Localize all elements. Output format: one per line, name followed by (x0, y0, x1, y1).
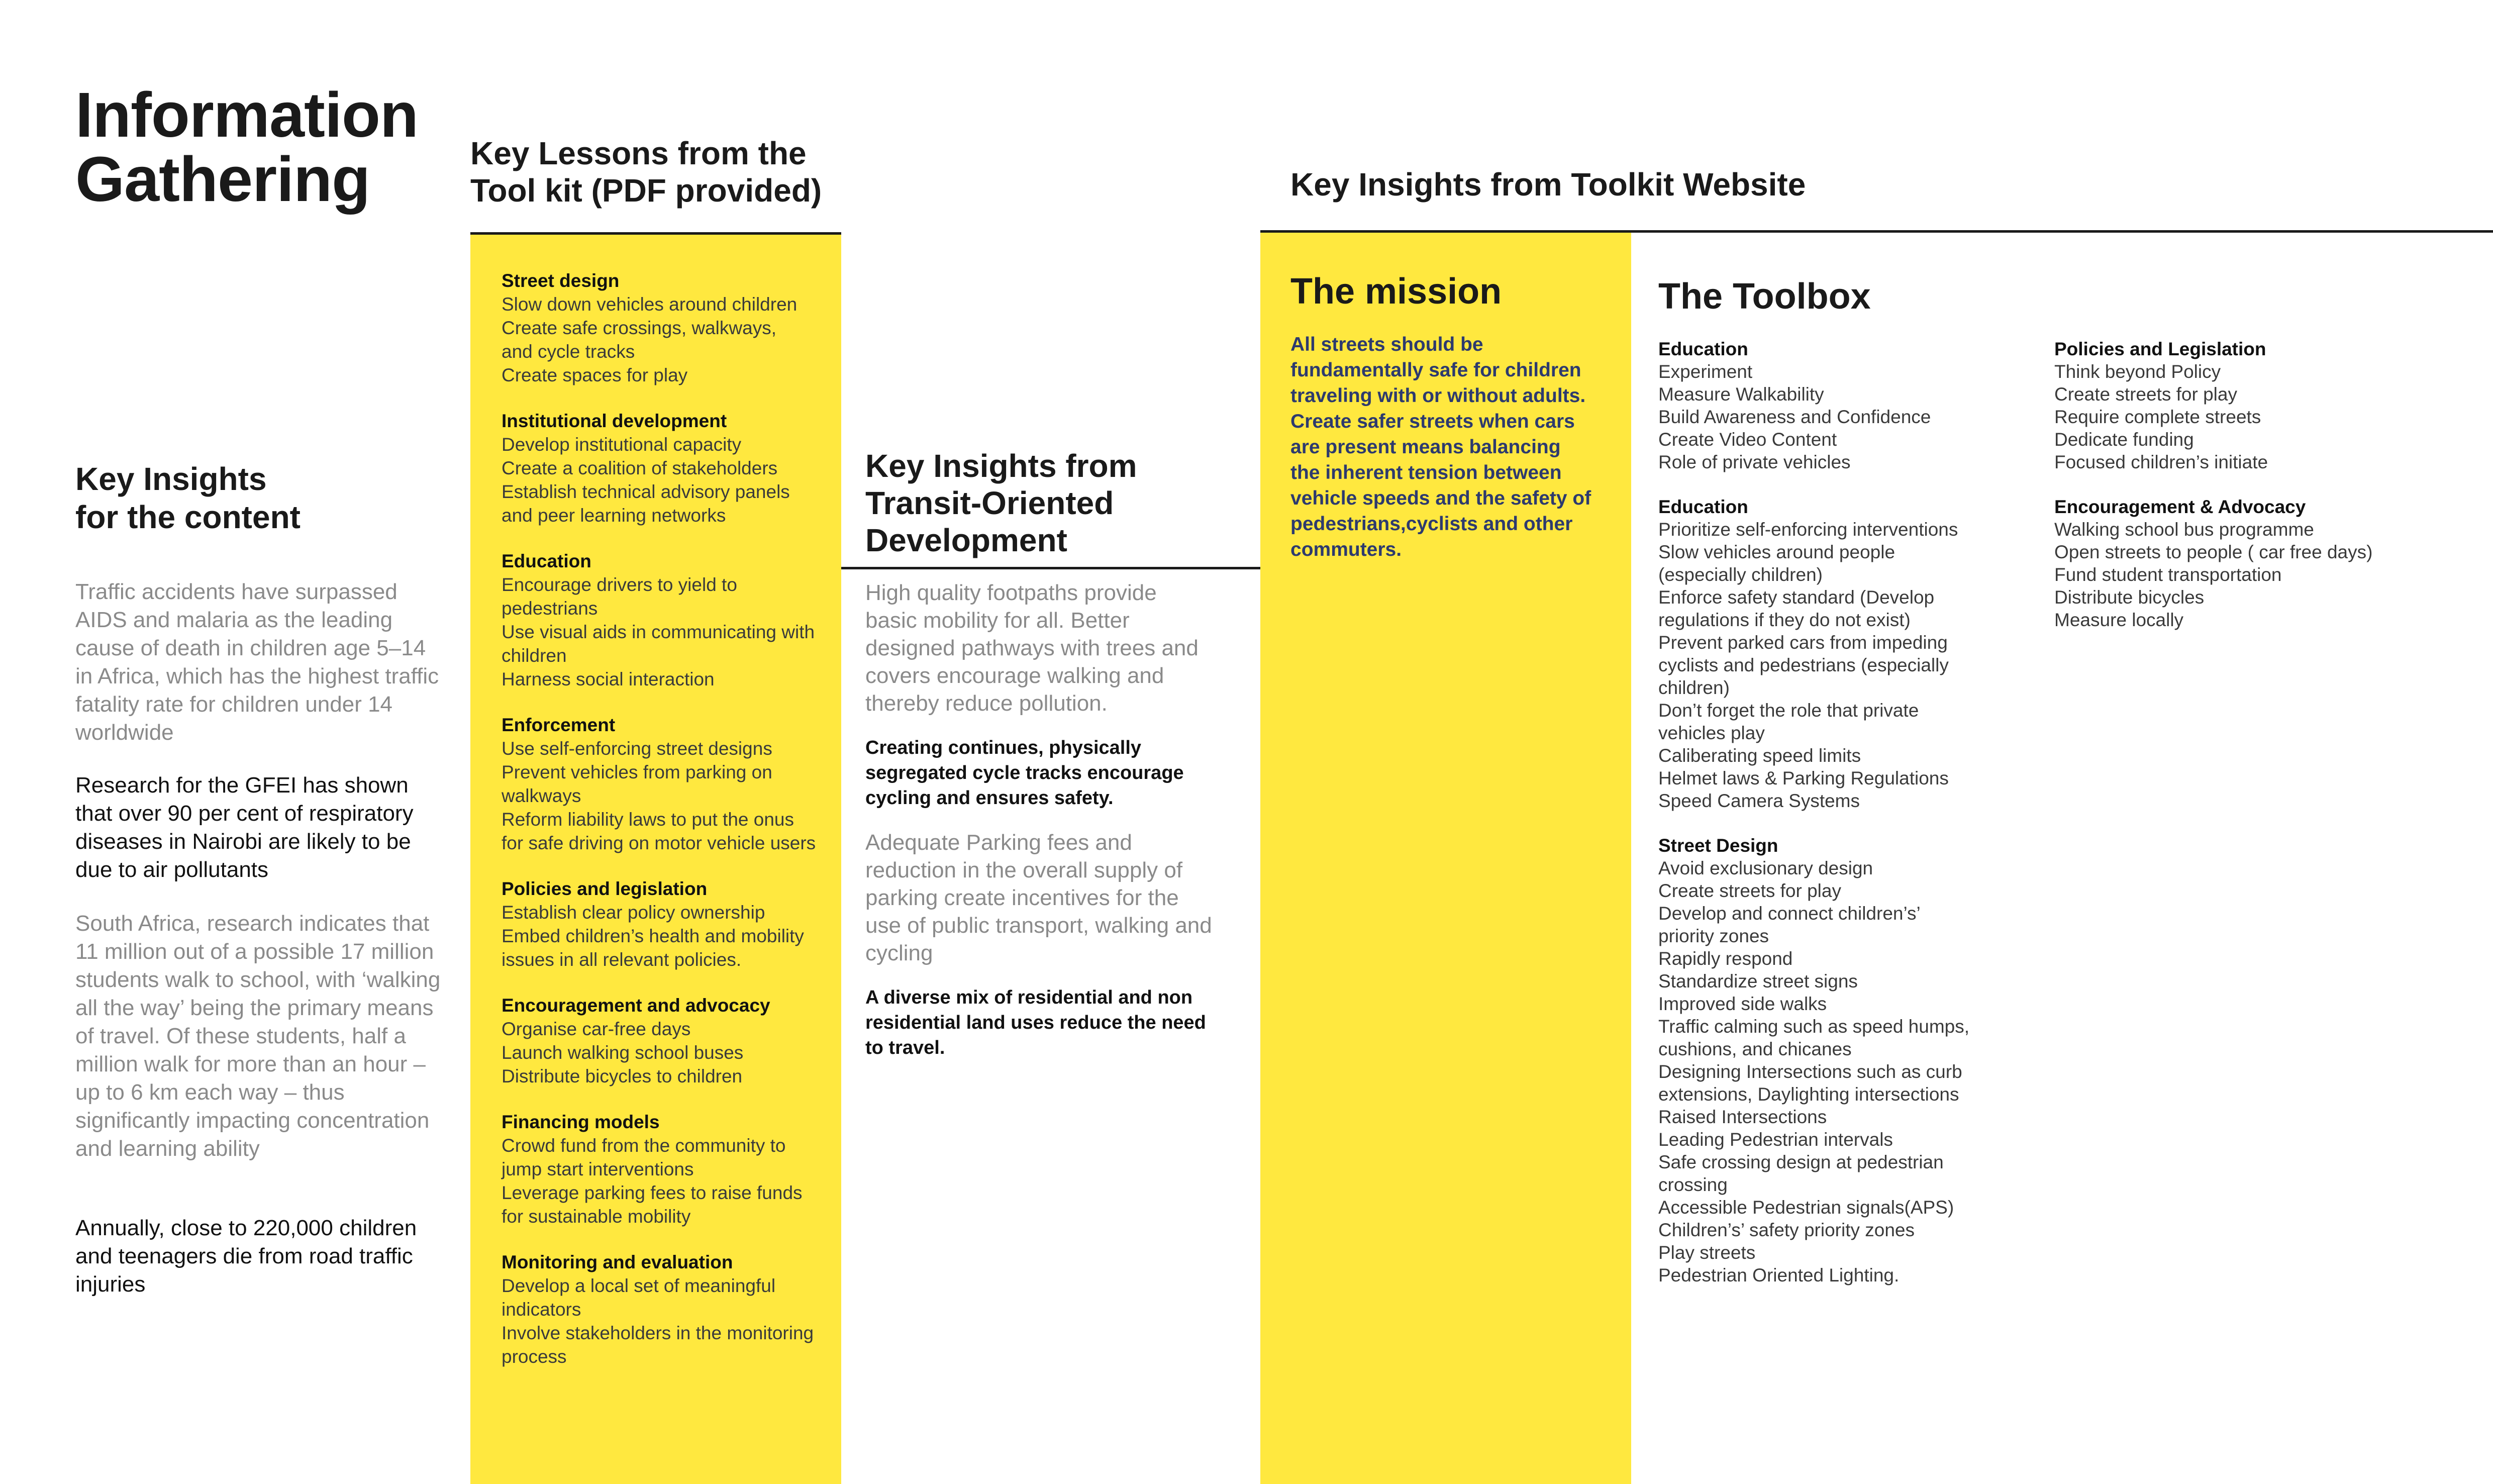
lesson-item: Use self-enforcing street designs (502, 738, 772, 759)
transit-insights-title: Key Insights from Transit-Oriented Development (865, 448, 1137, 558)
lesson-item: Establish clear policy ownership (502, 902, 765, 923)
toolbox-item: Speed Camera Systems (1658, 790, 1860, 811)
toolbox-item: Avoid exclusionary design (1658, 858, 1873, 878)
transit-paragraph: Creating continues, physically segregated cycle tracks encourage cycling and ensures safety. (865, 737, 1184, 809)
toolbox-group (2054, 496, 2416, 631)
toolbox-item: Accessible Pedestrian signals(APS) (1658, 1197, 1954, 1218)
lesson-item: Develop institutional capacity (502, 434, 742, 455)
toolbox-item: Distribute bicycles (2054, 587, 2205, 608)
toolbox-item: Enforce safety standard (Develop regulations if they do not exist) (1658, 587, 1935, 630)
toolbox-item: Children’s’ safety priority zones (1658, 1220, 1915, 1240)
lesson-heading: Education (502, 551, 591, 571)
toolbox-item: Walking school bus programme (2054, 519, 2314, 540)
toolbox-item: Create streets for play (1658, 880, 1841, 901)
toolbox-item: Traffic calming such as speed humps, cushions, and chicanes (1658, 1016, 1970, 1059)
lesson-item: Organise car-free days (502, 1019, 691, 1039)
toolbox-item: Helmet laws & Parking Regulations (1658, 768, 1949, 788)
lesson-item: Use visual aids in communicating with children (502, 622, 815, 666)
content-paragraph: South Africa, research indicates that 11 million out of a possible 17 million students walk to school, with ‘walking all the way’ being the primary means of travel. Of these students, half a million walk for more than an hour – up to 6 km each way – thus significantly impacting concentration and learning ability (75, 911, 441, 1161)
toolbox-title: The Toolbox (1658, 276, 1871, 317)
toolbox-item: Open streets to people ( car free days) (2054, 542, 2373, 562)
toolbox-group (1658, 834, 2020, 1287)
lesson-heading: Enforcement (502, 715, 616, 735)
toolbox-heading: Encouragement & Advocacy (2054, 497, 2306, 517)
content-paragraph: Annually, close to 220,000 children and teenagers die from road traffic injuries (75, 1216, 417, 1297)
lesson-heading: Financing models (502, 1112, 660, 1132)
content-insights-title: Key Insights for the content (75, 461, 301, 535)
toolbox-item: Don’t forget the role that private vehicles play (1658, 700, 1919, 743)
lesson-item: Create safe crossings, walkways, and cycle tracks (502, 318, 776, 362)
toolbox-item: Measure Walkability (1658, 384, 1824, 405)
toolbox-item: Think beyond Policy (2054, 361, 2221, 382)
toolbox-item: Measure locally (2054, 610, 2184, 630)
transit-paragraph: Adequate Parking fees and reduction in the overall supply of parking create incentives for the use of public transport, walking and cycling (865, 830, 1212, 965)
toolbox-item: Require complete streets (2054, 407, 2261, 427)
lesson-item: Launch walking school buses (502, 1042, 744, 1063)
toolbox-item: Prioritize self-enforcing interventions (1658, 519, 1958, 540)
lesson-group (502, 269, 833, 387)
lesson-group (502, 713, 833, 855)
lesson-heading: Monitoring and evaluation (502, 1252, 733, 1272)
transit-divider (841, 567, 1260, 569)
lesson-heading: Encouragement and advocacy (502, 995, 770, 1016)
toolbox-item: Caliberating speed limits (1658, 745, 1861, 766)
toolbox-item: Create Video Content (1658, 429, 1837, 450)
website-insights-title: Key Insights from Toolkit Website (1290, 166, 1806, 203)
toolbox-item: Play streets (1658, 1242, 1756, 1263)
lesson-group (502, 994, 833, 1088)
toolbox-item: Experiment (1658, 361, 1753, 382)
toolbox-item: Fund student transportation (2054, 564, 2282, 585)
transit-paragraph: A diverse mix of residential and non residential land uses reduce the need to travel. (865, 987, 1206, 1058)
toolbox-right-column (2054, 338, 2416, 653)
toolbox-item: Rapidly respond (1658, 948, 1793, 969)
page-title: Information Gathering (75, 79, 418, 215)
toolbox-item: Develop and connect children’s’ priority zones (1658, 903, 1921, 946)
toolbox-item: Improved side walks (1658, 994, 1827, 1014)
lesson-item: Reform liability laws to put the onus for safe driving on motor vehicle users (502, 809, 816, 853)
toolbox-item: Safe crossing design at pedestrian crossing (1658, 1152, 1944, 1195)
toolbox-item: Role of private vehicles (1658, 452, 1851, 472)
toolbox-heading: Education (1658, 339, 1748, 359)
toolbox-item: Pedestrian Oriented Lighting. (1658, 1265, 1900, 1285)
transit-insights-list (865, 579, 1247, 1078)
lesson-item: Harness social interaction (502, 669, 715, 689)
lesson-item: Develop a local set of meaningful indicators (502, 1275, 776, 1320)
lesson-group (502, 409, 833, 527)
lesson-item: Distribute bicycles to children (502, 1066, 743, 1086)
lesson-group (502, 877, 833, 971)
toolbox-item: Raised Intersections (1658, 1107, 1827, 1127)
lesson-item: Create a coalition of stakeholders (502, 458, 778, 478)
toolbox-group (1658, 496, 2020, 812)
toolbox-group (1658, 338, 2020, 473)
toolbox-left-column (1658, 338, 2020, 1309)
toolbox-item: Focused children’s initiate (2054, 452, 2268, 472)
content-paragraph: Traffic accidents have surpassed AIDS and malaria as the leading cause of death in children age 5–14 in Africa, which has the highest traffic fatality rate for children under 14 worldwide (75, 579, 439, 745)
toolbox-item: Create streets for play (2054, 384, 2237, 405)
lesson-group (502, 1250, 833, 1368)
toolbox-item: Prevent parked cars from impeding cyclists and pedestrians (especially children) (1658, 632, 1949, 698)
toolkit-lessons-title: Key Lessons from the Tool kit (PDF provided) (470, 135, 822, 209)
toolbox-group (2054, 338, 2416, 473)
toolbox-item: Standardize street signs (1658, 971, 1858, 992)
toolbox-heading: Education (1658, 497, 1748, 517)
transit-paragraph: High quality footpaths provide basic mobility for all. Better designed pathways with trees and covers encourage walking and thereby reduce pollution. (865, 580, 1199, 716)
toolbox-item: Build Awareness and Confidence (1658, 407, 1931, 427)
lesson-item: Create spaces for play (502, 365, 688, 385)
lesson-item: Encourage drivers to yield to pedestrians (502, 574, 737, 619)
toolbox-item: Leading Pedestrian intervals (1658, 1129, 1893, 1150)
mission-title: The mission (1290, 271, 1502, 312)
mission-text: All streets should be fundamentally safe for children traveling with or without adults. Create safer streets when cars are present means balancing the inherent tension between vehicle speeds and the safety of pedestrians,cyclists and other commuters. (1290, 334, 1591, 560)
toolbox-item: Slow vehicles around people (especially children) (1658, 542, 1896, 585)
lesson-heading: Institutional development (502, 411, 727, 431)
lesson-group (502, 1110, 833, 1228)
lesson-heading: Policies and legislation (502, 878, 708, 899)
lesson-item: Prevent vehicles from parking on walkways (502, 762, 772, 806)
lesson-item: Establish technical advisory panels and peer learning networks (502, 481, 790, 526)
toolbox-item: Designing Intersections such as curb extensions, Daylighting intersections (1658, 1061, 1962, 1105)
toolkit-lessons-list (502, 269, 833, 1391)
lesson-item: Embed children’s health and mobility issues in all relevant policies. (502, 926, 804, 970)
lesson-group (502, 549, 833, 691)
toolbox-item: Dedicate funding (2054, 429, 2194, 450)
lesson-item: Slow down vehicles around children (502, 294, 797, 315)
lesson-item: Crowd fund from the community to jump start interventions (502, 1135, 786, 1179)
lesson-item: Involve stakeholders in the monitoring process (502, 1323, 814, 1367)
toolbox-heading: Policies and Legislation (2054, 339, 2266, 359)
lesson-item: Leverage parking fees to raise funds for sustainable mobility (502, 1182, 803, 1227)
content-paragraph: Research for the GFEI has shown that over 90 per cent of respiratory diseases in Nairobi are likely to be due to air pollutants (75, 773, 414, 882)
toolbox-heading: Street Design (1658, 835, 1778, 856)
lesson-heading: Street design (502, 270, 620, 291)
